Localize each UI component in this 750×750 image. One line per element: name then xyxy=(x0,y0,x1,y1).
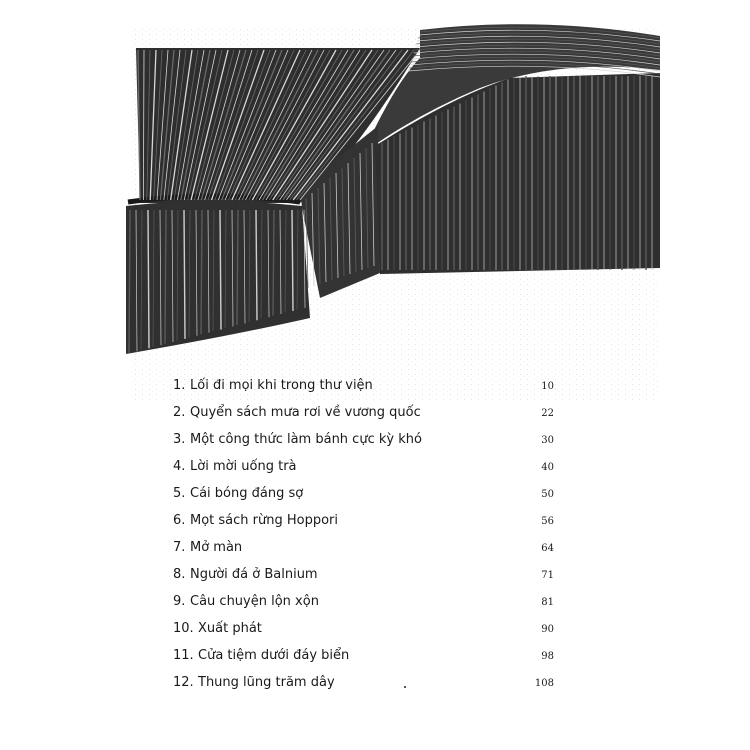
toc-entry-page: 40 xyxy=(541,462,554,473)
toc-entry-title: Quyển sách mưa rơi về vương quốc xyxy=(190,405,421,420)
toc-entry-number: 12. xyxy=(173,675,194,690)
toc-entry-title: Một công thức làm bánh cực kỳ khó xyxy=(190,432,422,447)
toc-entry xyxy=(0,673,750,700)
toc-entry-number: 7. xyxy=(173,540,186,555)
table-of-contents xyxy=(0,376,750,706)
toc-entry-page: 98 xyxy=(541,651,554,662)
toc-entry xyxy=(0,565,750,592)
toc-entry-title: Lời mời uống trà xyxy=(190,459,297,474)
toc-entry-title: Mở màn xyxy=(190,540,243,555)
toc-entry-page: 71 xyxy=(541,570,554,581)
toc-entry-page: 22 xyxy=(541,408,554,419)
toc-entry-number: 11. xyxy=(173,648,194,663)
toc-entry-title: Lối đi mọi khi trong thư viện xyxy=(190,378,373,393)
toc-entry-title: Xuất phát xyxy=(198,621,262,636)
fold-line xyxy=(220,210,221,330)
toc-entry-number: 5. xyxy=(173,486,186,501)
fold-line xyxy=(237,210,238,325)
toc-entry-page: 90 xyxy=(541,624,554,635)
toc-entry-number: 3. xyxy=(173,432,186,447)
toc-entry-title: Câu chuyện lộn xộn xyxy=(190,594,319,609)
toc-entry xyxy=(0,646,750,673)
fold-line xyxy=(273,210,274,316)
toc-entry-number: 6. xyxy=(173,513,186,528)
toc-entry-page: 108 xyxy=(534,678,554,689)
toc-entry-page: 64 xyxy=(541,543,554,554)
fold-line xyxy=(129,210,130,353)
fold-line xyxy=(148,210,149,348)
fold-line xyxy=(165,210,166,344)
toc-entry-number: 1. xyxy=(173,378,186,393)
toc-entry-page: 56 xyxy=(541,516,554,527)
toc-entry xyxy=(0,484,750,511)
toc-entry xyxy=(0,403,750,430)
toc-entry xyxy=(0,619,750,646)
toc-entry-page: 50 xyxy=(541,489,554,500)
toc-entry xyxy=(0,511,750,538)
toc-entry xyxy=(0,538,750,565)
fold-line xyxy=(201,210,202,334)
toc-entry-title: Người đá ở Balnium xyxy=(190,567,318,582)
toc-entry-number: 2. xyxy=(173,405,186,420)
fold-line xyxy=(184,210,185,339)
stage-curtain-illustration xyxy=(120,18,660,400)
stray-ink-dot xyxy=(404,686,406,688)
toc-entry-page: 30 xyxy=(541,435,554,446)
fold-line xyxy=(256,210,257,320)
toc-entry-title: Cái bóng đáng sợ xyxy=(190,486,304,501)
toc-entry-title: Cửa tiệm dưới đáy biển xyxy=(198,648,350,663)
toc-entry-number: 9. xyxy=(173,594,186,609)
toc-entry-number: 8. xyxy=(173,567,186,582)
toc-entry-title: Mọt sách rừng Hoppori xyxy=(190,513,339,528)
toc-entry-title: Thung lũng trăm dây xyxy=(198,675,335,690)
toc-entry xyxy=(0,376,750,403)
toc-entry-number: 4. xyxy=(173,459,186,474)
toc-entry xyxy=(0,457,750,484)
toc-entry-number: 10. xyxy=(173,621,194,636)
toc-entry xyxy=(0,430,750,457)
toc-entry xyxy=(0,592,750,619)
fold-line xyxy=(292,210,293,311)
toc-entry-page: 81 xyxy=(541,597,554,608)
toc-entry-page: 10 xyxy=(541,381,554,392)
